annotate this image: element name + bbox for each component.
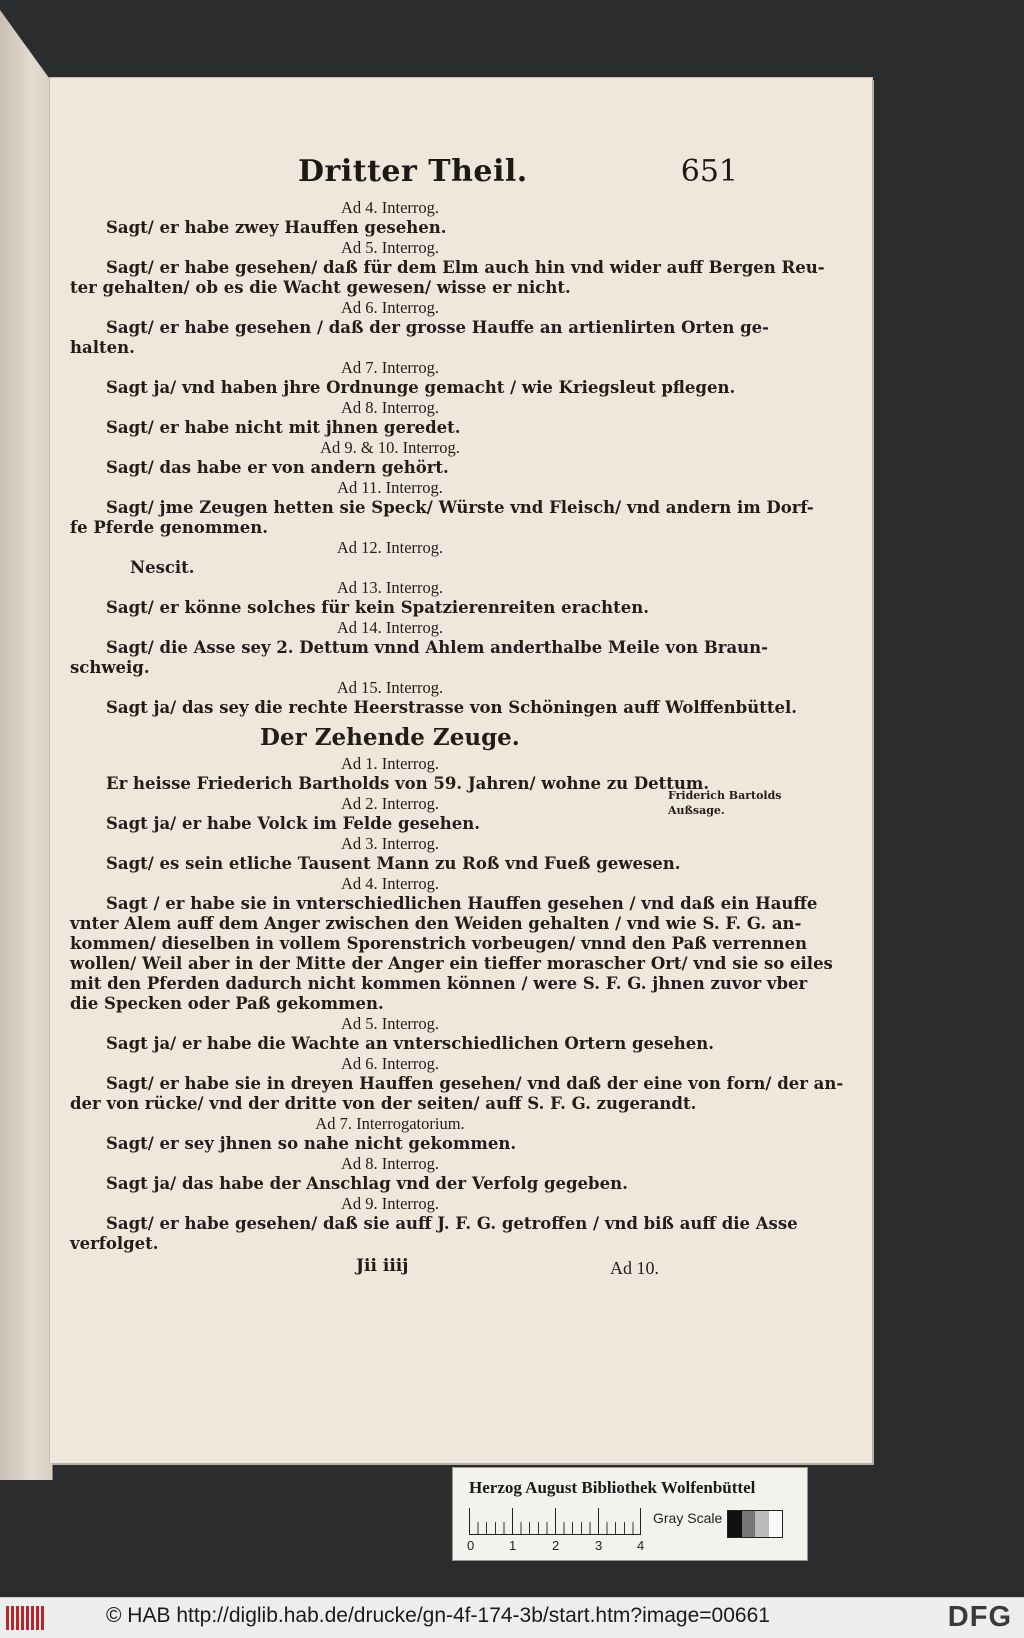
- catchword: Ad 10.: [610, 1258, 659, 1278]
- interrogation-heading: Ad 6. Interrog.: [340, 1054, 440, 1073]
- text-line: fe Pferde genommen.: [70, 518, 269, 537]
- footer-bar: [0, 1597, 1024, 1638]
- interrogation-heading: Ad 2. Interrog.: [340, 794, 440, 813]
- interrogation-heading: Ad 8. Interrog.: [340, 398, 440, 417]
- text-line: Sagt ja/ vnd haben jhre Ordnunge gemacht / wie Kriegsleut pflegen.: [106, 378, 736, 397]
- text-line: Sagt/ jme Zeugen hetten sie Speck/ Würste vnd Fleisch/ vnd andern im Dorf-: [106, 498, 814, 517]
- text-line: die Specken oder Paß gekommen.: [70, 994, 384, 1013]
- interrogation-heading: Ad 5. Interrog.: [340, 1014, 440, 1033]
- text-line: Sagt ja/ er habe die Wachte an vnterschiedlichen Ortern gesehen.: [106, 1034, 715, 1053]
- text-line: Sagt ja/ das sey die rechte Heerstrasse von Schöningen auff Wolffenbüttel.: [106, 698, 797, 717]
- text-line: Sagt ja/ er habe Volck im Felde gesehen.: [106, 814, 481, 833]
- ruler-major-tick: [555, 1508, 556, 1534]
- gray-scale-swatches: [727, 1510, 783, 1538]
- margin-note-line: Friderich Bartolds: [668, 789, 782, 802]
- gray-scale-label: Gray Scale: [653, 1510, 723, 1526]
- text-line: Sagt/ die Asse sey 2. Dettum vnnd Ahlem anderthalbe Meile von Braun-: [106, 638, 768, 657]
- interrogation-heading: Ad 5. Interrog.: [340, 238, 440, 257]
- gray-swatch: [755, 1511, 769, 1537]
- text-line: Sagt ja/ das habe der Anschlag vnd der Verfolg gegeben.: [106, 1174, 628, 1193]
- ruler-number: 1: [509, 1538, 517, 1553]
- text-line: Er heisse Friederich Bartholds von 59. Jahren/ wohne zu Dettum.: [106, 774, 710, 793]
- library-name: Herzog August Bibliothek Wolfenbüttel: [469, 1478, 756, 1497]
- text-line: kommen/ dieselben in vollem Sporenstrich vorbeugen/ vnnd den Paß verrennen: [70, 934, 808, 953]
- interrogation-heading: Ad 1. Interrog.: [340, 754, 440, 773]
- left-facing-page-edge: [0, 10, 53, 1480]
- interrogation-heading: Ad 6. Interrog.: [340, 298, 440, 317]
- ruler-number: 4: [637, 1538, 645, 1553]
- interrogation-heading: Ad 14. Interrog.: [336, 618, 444, 637]
- ruler-major-tick: [512, 1508, 513, 1534]
- running-head: Dritter Theil.: [298, 154, 528, 189]
- interrogation-heading: Ad 15. Interrog.: [336, 678, 444, 697]
- ruler-number: 3: [595, 1538, 603, 1553]
- text-line: der von rücke/ vnd der dritte von der seiten/ auff S. F. G. zugerandt.: [70, 1094, 697, 1113]
- text-line: mit den Pferden dadurch nicht kommen können / were S. F. G. jhnen zuvor vber: [70, 974, 808, 993]
- text-line: Sagt/ er habe gesehen / daß der grosse Hauffe an artienlirten Orten ge-: [106, 318, 769, 337]
- text-line: halten.: [70, 338, 135, 357]
- text-line: Sagt / er habe sie in vnterschiedlichen Hauffen gesehen / vnd daß ein Hauffe: [106, 894, 818, 913]
- text-line: Sagt/ er habe gesehen/ daß für dem Elm auch hin vnd wider auff Bergen Reu-: [106, 258, 825, 277]
- interrogation-heading: Ad 8. Interrog.: [340, 1154, 440, 1173]
- text-line: ter gehalten/ ob es die Wacht gewesen/ wisse er nicht.: [70, 278, 571, 297]
- footer-link[interactable]: © HAB http://diglib.hab.de/drucke/gn-4f-174-3b/start.htm?image=00661: [106, 1604, 770, 1627]
- interrogation-heading: Ad 4. Interrog.: [340, 874, 440, 893]
- book-page: [50, 78, 872, 1463]
- interrogation-heading: Ad 7. Interrogatorium.: [315, 1114, 465, 1133]
- interrogation-heading: Ad 7. Interrog.: [340, 358, 440, 377]
- barcode-icon: [6, 1606, 46, 1630]
- text-line: verfolget.: [70, 1234, 159, 1253]
- interrogation-heading: Ad 4. Interrog.: [340, 198, 440, 217]
- interrogation-heading: Ad 3. Interrog.: [340, 834, 440, 853]
- page-number: 651: [680, 154, 738, 189]
- text-line: Sagt/ er habe gesehen/ daß sie auff J. F. G. getroffen / vnd biß auff die Asse: [106, 1214, 798, 1233]
- interrogation-heading: Ad 9. Interrog.: [340, 1194, 440, 1213]
- text-line: Sagt/ er könne solches für kein Spatzierenreiten erachten.: [106, 598, 649, 617]
- page-header: [298, 154, 738, 198]
- interrogation-heading: Ad 13. Interrog.: [336, 578, 444, 597]
- witness-heading: Der Zehende Zeuge.: [260, 724, 520, 751]
- ruler-major-tick: [598, 1508, 599, 1534]
- interrogation-heading: Ad 9. & 10. Interrog.: [320, 438, 460, 457]
- gray-swatch: [742, 1511, 756, 1537]
- color-scale-card: [452, 1467, 808, 1561]
- gray-swatch: [769, 1511, 783, 1537]
- ruler-major-tick: [640, 1508, 641, 1534]
- text-line: Nescit.: [130, 558, 195, 577]
- text-line: Sagt/ er habe nicht mit jhnen geredet.: [106, 418, 461, 437]
- ruler-number: 2: [552, 1538, 560, 1553]
- text-line: schweig.: [70, 658, 150, 677]
- ruler-icon: [469, 1508, 641, 1535]
- interrogation-heading: Ad 11. Interrog.: [337, 478, 443, 497]
- text-line: Sagt/ er habe sie in dreyen Hauffen gesehen/ vnd daß der eine von forn/ der an-: [106, 1074, 844, 1093]
- signature-mark: Jii iiij: [356, 1256, 409, 1276]
- margin-note: [668, 788, 788, 818]
- ruler-major-tick: [469, 1508, 470, 1534]
- text-line: Sagt/ das habe er von andern gehört.: [106, 458, 449, 477]
- text-line: Sagt/ er sey jhnen so nahe nicht gekommen.: [106, 1134, 517, 1153]
- text-line: Sagt/ er habe zwey Hauffen gesehen.: [106, 218, 447, 237]
- text-line: wollen/ Weil aber in der Mitte der Anger ein tieffer morascher Ort/ vnd sie so eiles: [70, 954, 833, 973]
- dfg-logo: DFG: [947, 1601, 1012, 1633]
- margin-note-line: Außsage.: [668, 804, 725, 817]
- text-line: Sagt/ es sein etliche Tausent Mann zu Roß vnd Fueß gewesen.: [106, 854, 681, 873]
- interrogation-heading: Ad 12. Interrog.: [336, 538, 444, 557]
- text-line: vnter Alem auff dem Anger zwischen den Weiden gehalten / vnd wie S. F. G. an-: [70, 914, 802, 933]
- ruler-number: 0: [467, 1538, 475, 1553]
- gray-swatch: [728, 1511, 742, 1537]
